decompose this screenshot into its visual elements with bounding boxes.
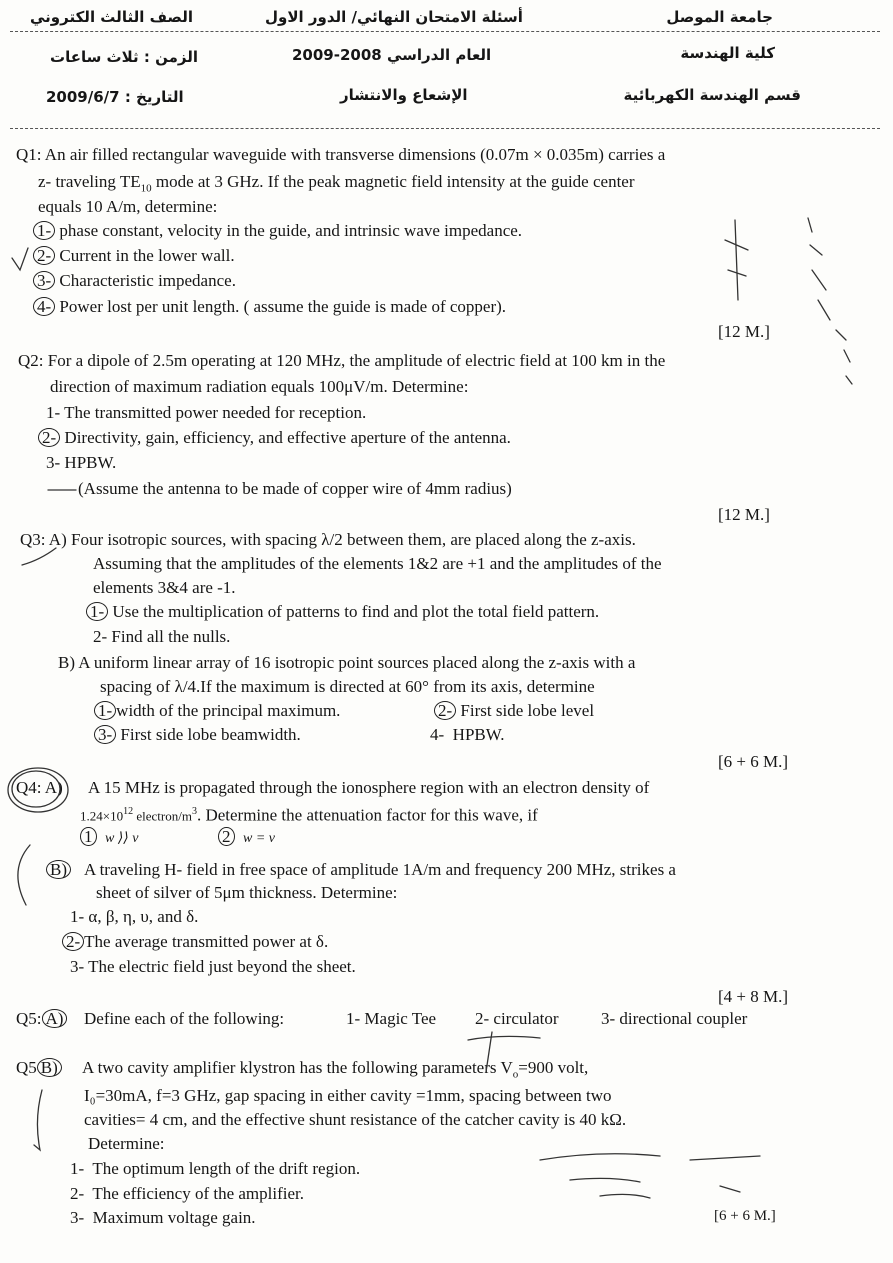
q1-item-2: 2- Current in the lower wall.: [33, 246, 235, 266]
q3-a-item-1: 1- Use the multiplication of patterns to find and plot the total field pattern.: [86, 602, 599, 622]
q3-line-1: Q3: A) Four isotropic sources, with spacing λ/2 between them, are placed along the z-axis.: [20, 530, 636, 549]
q2-item-2: 2- Directivity, gain, efficiency, and effective aperture of the antenna.: [38, 428, 511, 448]
q4-a-line-1: A 15 MHz is propagated through the ionosphere region with an electron density of: [88, 778, 650, 797]
header-department: قسم الهندسة الكهربائية: [623, 86, 801, 104]
q4-a-item-2: 2 w = ν: [218, 827, 275, 849]
q1-marks: [12 M.]: [718, 322, 770, 341]
q5b-bracket-scribble: [34, 1090, 42, 1150]
header-college: كلية الهندسة: [680, 44, 775, 62]
q5b-line-4: Determine:: [88, 1134, 165, 1153]
q5b-item-2: 2- The efficiency of the amplifier.: [70, 1184, 304, 1203]
q1-item-1: 1- phase constant, velocity in the guide, and intrinsic wave impedance.: [33, 221, 522, 241]
q3-line-3: elements 3&4 are -1.: [93, 578, 236, 597]
q1-item-4: 4- Power lost per unit length. ( assume the guide is made of copper).: [33, 297, 506, 317]
q4-b-item-3: 3- The electric field just beyond the sheet.: [70, 957, 356, 976]
q5-calc-scribble: [540, 1154, 660, 1198]
q5b-line-1: A two cavity amplifier klystron has the following parameters $V_o=900$ volt,: [82, 1058, 589, 1081]
q1-item-3: 3- Characteristic impedance.: [33, 271, 236, 291]
q3-b-item-2: 2- First side lobe level: [434, 701, 594, 721]
q1-line-3: equals 10 A/m, determine:: [38, 197, 218, 216]
q4-marks: [4 + 8 M.]: [718, 987, 789, 1006]
q5a-text: Define each of the following:: [84, 1009, 285, 1028]
q5b-line-2: I₀=30mA, f=3 GHz, gap spacing in either cavity =1mm, spacing between two: [84, 1086, 612, 1105]
q4-b-item-1: 1- α, β, η, υ, and δ.: [70, 907, 199, 926]
header-divider-bottom: [10, 128, 880, 129]
q5b-marks: [6 + 6 M.]: [714, 1208, 776, 1224]
q1-line-1: Q1: An air filled rectangular waveguide with transverse dimensions (0.07m × 0.035m) carries a: [16, 145, 666, 164]
header-date: التاريخ : 2009/6/7: [46, 88, 184, 106]
q2-marks: [12 M.]: [718, 505, 770, 524]
q2-item-3: 3- HPBW.: [46, 453, 117, 472]
q3-b-line-1: B) A uniform linear array of 16 isotropic point sources placed along the z-axis with a: [58, 653, 636, 672]
header-university: جامعة الموصل: [666, 8, 773, 26]
header-divider-top: [10, 31, 880, 32]
q3-b-line-2: spacing of λ/4.If the maximum is directed at 60° from its axis, determine: [100, 677, 595, 696]
q5b-label: Q5 B): [16, 1058, 62, 1078]
q4-b-label: B): [46, 860, 71, 880]
q3-line-2: Assuming that the amplitudes of the elements 1&2 are +1 and the amplitudes of the: [93, 554, 662, 573]
q4-b-item-2: 2- The average transmitted power at δ.: [62, 932, 328, 952]
q4-b-line-2: sheet of silver of 5μm thickness. Determine:: [96, 883, 398, 902]
q4-a-item-1: 1 w ⟩⟩ ν: [80, 827, 138, 849]
q5a-underline-scribble: [468, 1036, 540, 1040]
q4-b-bracket-scribble: [18, 845, 30, 905]
q4-a-line-2: $1.24\times 10^{12}$ electron/$m^3$. Determine the attenuation factor for this wave, if: [80, 805, 538, 825]
margin-scribble-2: [808, 218, 852, 384]
q5a-item-1: 1- Magic Tee: [346, 1009, 437, 1028]
q5b-item-1: 1- The optimum length of the drift region.: [70, 1159, 361, 1178]
header-subject: الإشعاع والانتشار: [340, 86, 468, 104]
q3-a-item-2: 2- Find all the nulls.: [93, 627, 231, 646]
q2-note: (Assume the antenna to be made of copper wire of 4mm radius): [78, 479, 512, 498]
header-time: الزمن : ثلاث ساعات: [50, 48, 198, 66]
q5a-item-3: 3- directional coupler: [601, 1009, 748, 1028]
q4-b-line-1: A traveling H- field in free space of amplitude 1A/m and frequency 200 MHz, strikes a: [84, 860, 676, 879]
margin-scribble-1: [725, 220, 748, 300]
q3-tick-scribble: [22, 548, 56, 565]
q3-marks: [6 + 6 M.]: [718, 752, 789, 771]
q4-a-label: Q4: A): [16, 778, 63, 797]
q3-b-item-1: 1- width of the principal maximum.: [94, 701, 340, 721]
q5b-line-3: cavities= 4 cm, and the effective shunt resistance of the catcher cavity is 40 kΩ.: [84, 1110, 627, 1129]
q5a-label: Q5: A): [16, 1009, 67, 1029]
q2-item-1: 1- The transmitted power needed for reception.: [46, 403, 367, 422]
check-scribble: [12, 248, 28, 270]
q3-b-item-3: 3- First side lobe beamwidth.: [94, 725, 301, 745]
q5a-item-2: 2- circulator: [475, 1009, 559, 1028]
q2-line-2: direction of maximum radiation equals 100μV/m. Determine:: [50, 377, 469, 396]
q5-calc-scribble-2: [690, 1156, 760, 1192]
q1-line-2: z- traveling $TE_{10}$ mode at 3 GHz. If the peak magnetic field intensity at the guide center: [38, 172, 635, 195]
header-year: العام الدراسي 2008-2009: [292, 46, 492, 64]
q2-line-1: Q2: For a dipole of 2.5m operating at 120 MHz, the amplitude of electric field at 100 km in the: [18, 351, 666, 370]
q3-b-item-4: 4- HPBW.: [430, 725, 505, 744]
header-exam-title: أسئلة الامتحان النهائي/ الدور الاول: [265, 8, 523, 26]
header-class: الصف الثالث الكتروني: [30, 8, 193, 26]
q5b-item-3: 3- Maximum voltage gain.: [70, 1208, 256, 1227]
